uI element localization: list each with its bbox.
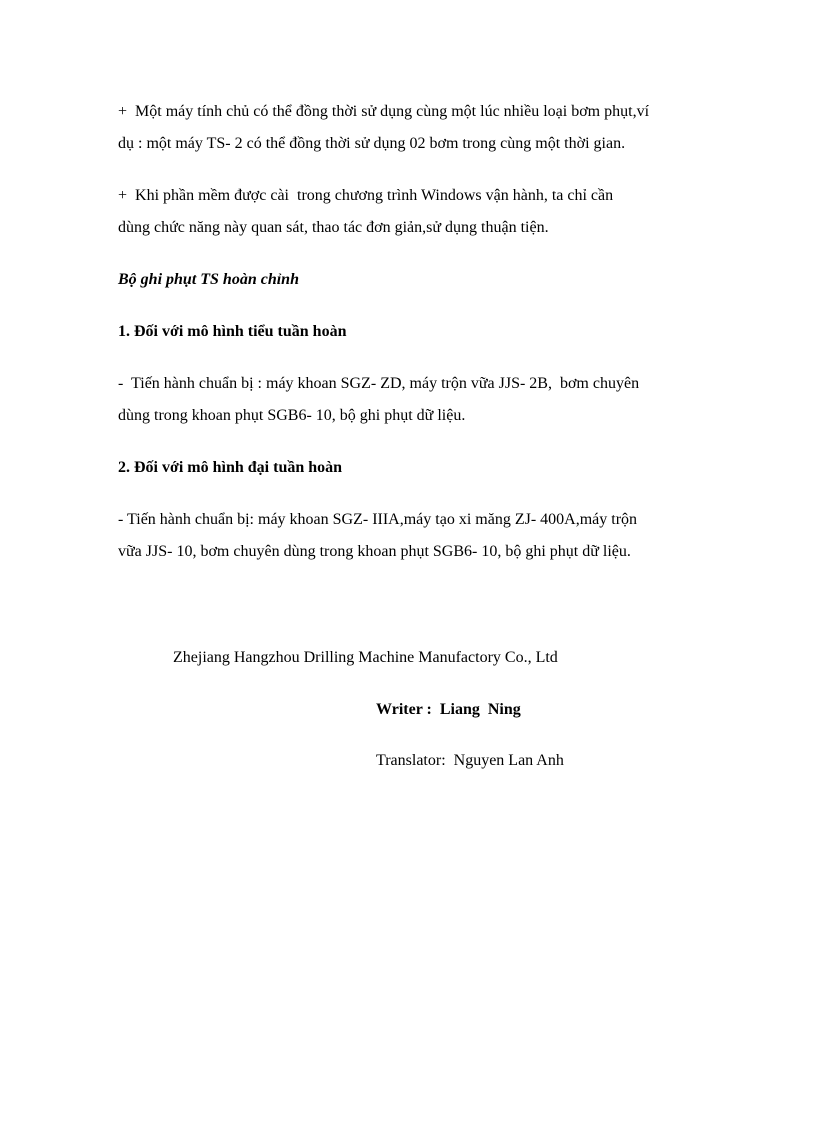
paragraph-1-line-1: + Một máy tính chủ có thể đồng thời sử dụng cùng một lúc nhiều loại bơm phụt,ví: [118, 103, 650, 120]
paragraph-2-line-2: dùng chức năng này quan sát, thao tác đơn giản,sử dụng thuận tiện.: [118, 219, 549, 236]
translator-credit: Translator: Nguyen Lan Anh: [376, 752, 564, 769]
company-name: Zhejiang Hangzhou Drilling Machine Manufactory Co., Ltd: [173, 649, 558, 666]
section-1-line-2: dùng trong khoan phụt SGB6- 10, bộ ghi phụt dữ liệu.: [118, 407, 466, 424]
paragraph-1-line-2: dụ : một máy TS- 2 có thể đồng thời sử dụng 02 bơm trong cùng một thời gian.: [118, 135, 626, 152]
section-2-heading: 2. Đối với mô hình đại tuần hoàn: [118, 459, 343, 476]
section-2-line-1: - Tiến hành chuẩn bị: máy khoan SGZ- IIIA,máy tạo xi măng ZJ- 400A,máy trộn: [118, 511, 638, 528]
section-title: Bộ ghi phụt TS hoàn chỉnh: [118, 271, 299, 288]
writer-credit: Writer : Liang Ning: [376, 701, 521, 718]
section-2-line-2: vữa JJS- 10, bơm chuyên dùng trong khoan phụt SGB6- 10, bộ ghi phụt dữ liệu.: [118, 543, 631, 560]
paragraph-2-line-1: + Khi phần mềm được cài trong chương trình Windows vận hành, ta chỉ cần: [118, 187, 614, 204]
section-1-heading: 1. Đối với mô hình tiểu tuần hoàn: [118, 323, 347, 340]
section-1-line-1: - Tiến hành chuẩn bị : máy khoan SGZ- ZD, máy trộn vữa JJS- 2B, bơm chuyên: [118, 375, 640, 392]
